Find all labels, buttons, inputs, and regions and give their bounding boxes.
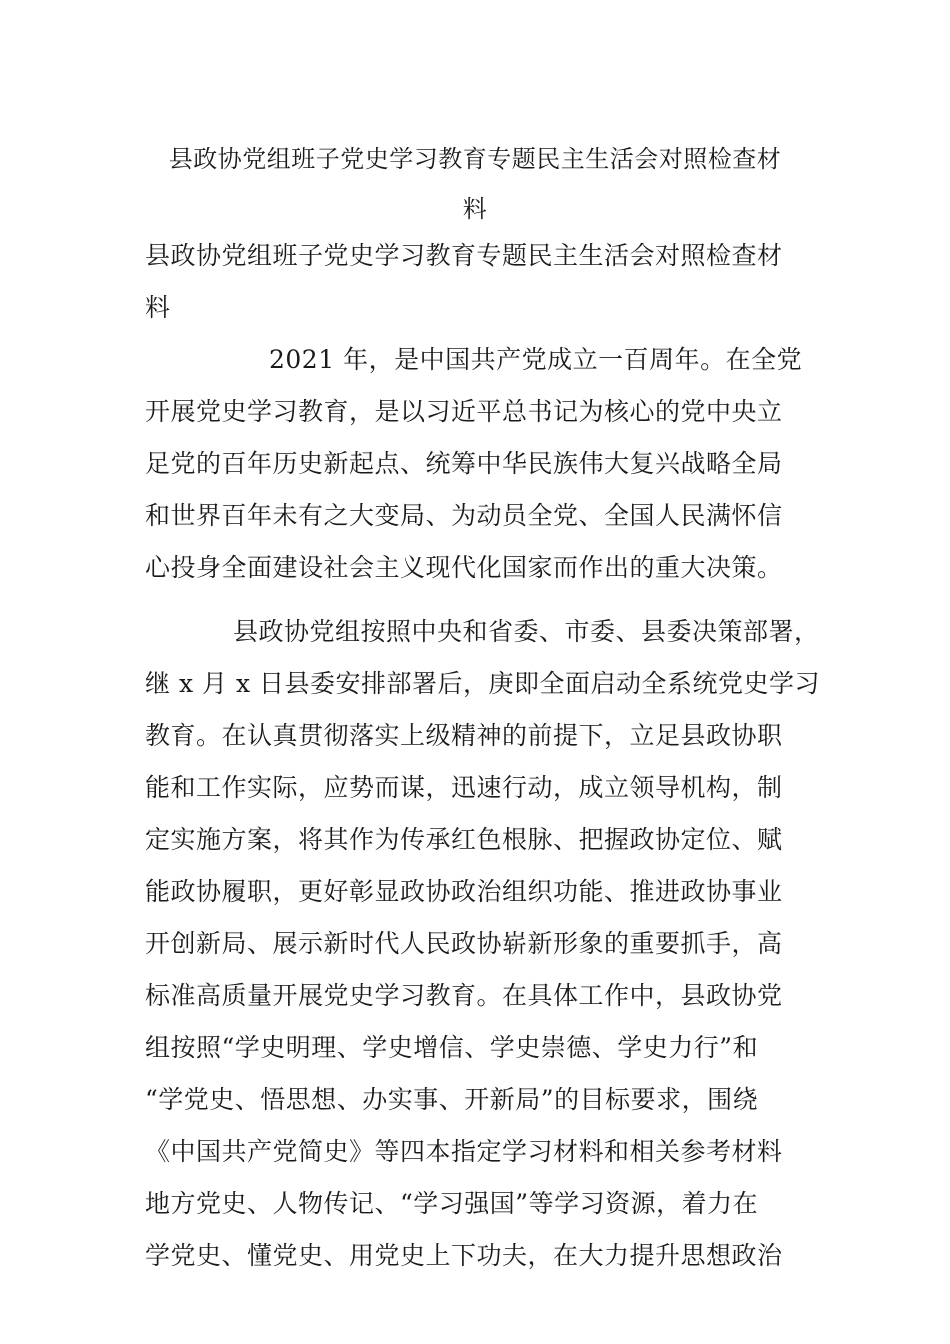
- paragraph-line: 开创新局、展示新时代人民政协崭新形象的重要抓手，高: [145, 929, 783, 958]
- paragraph-line: 地方党史、人物传记、“学习强国”等学习资源，着力在: [145, 1189, 759, 1218]
- paragraph-line: 学党史、懂党史、用党史上下功夫，在大力提升思想政治: [145, 1241, 783, 1270]
- title-line: 县政协党组班子党史学习教育专题民主生活会对照检查材: [168, 145, 782, 173]
- paragraph-line: 县政协党组按照中央和省委、市委、县委决策部署，: [233, 617, 820, 646]
- heading-line: 料: [145, 293, 171, 322]
- paragraph-1: [145, 334, 810, 594]
- paragraph-line: 继 x 月 x 日县委安排部署后，庚即全面启动全系统党史学习: [145, 669, 820, 698]
- paragraph-line: 能和工作实际，应势而谋，迅速行动，成立领导机构，制: [145, 773, 783, 802]
- paragraph-line: “学党史、悟思想、办实事、开新局”的目标要求，围绕: [145, 1085, 759, 1114]
- document-body: [145, 230, 820, 1282]
- paragraph-line: 能政协履职，更好彰显政协政治组织功能、推进政协事业: [145, 877, 783, 906]
- document-title: [140, 134, 810, 234]
- title-line: 料: [462, 195, 488, 223]
- paragraph-line: 2021 年，是中国共产党成立一百周年。在全党: [269, 345, 803, 374]
- paragraph-line: 教育。在认真贯彻落实上级精神的前提下，立足县政协职: [145, 721, 783, 750]
- paragraph-line: 《中国共产党简史》等四本指定学习材料和相关参考材料: [145, 1137, 783, 1166]
- document-heading: [145, 230, 810, 334]
- paragraph-line: 和世界百年未有之大变局、为动员全党、全国人民满怀信: [145, 501, 783, 530]
- paragraph-2: [145, 606, 820, 1282]
- paragraph-gap: [145, 594, 810, 606]
- paragraph-line: 组按照“学史明理、学史增信、学史崇德、学史力行”和: [145, 1033, 759, 1062]
- paragraph-line: 开展党史学习教育，是以习近平总书记为核心的党中央立: [145, 397, 783, 426]
- paragraph-line: 心投身全面建设社会主义现代化国家而作出的重大决策。: [145, 553, 783, 582]
- heading-line: 县政协党组班子党史学习教育专题民主生活会对照检查材: [145, 241, 783, 270]
- paragraph-line: 足党的百年历史新起点、统筹中华民族伟大复兴战略全局: [145, 449, 783, 478]
- paragraph-line: 标准高质量开展党史学习教育。在具体工作中，县政协党: [145, 981, 783, 1010]
- paragraph-line: 定实施方案，将其作为传承红色根脉、把握政协定位、赋: [145, 825, 783, 854]
